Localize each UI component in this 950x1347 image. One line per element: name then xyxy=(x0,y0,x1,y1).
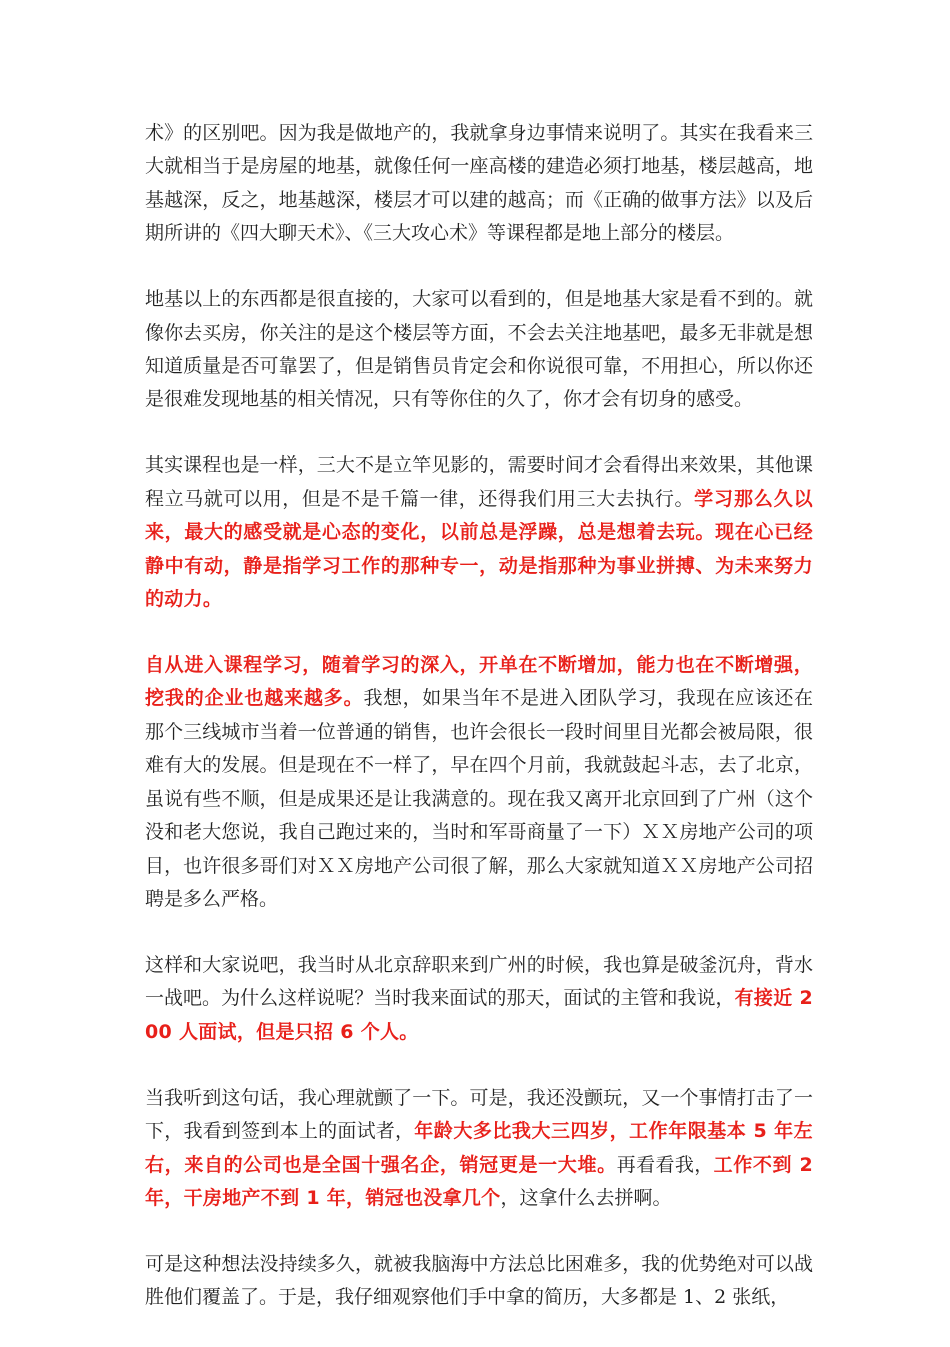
paragraph-text: 其实课程也是一样，三大不是立竿见影的，需要时间才会看得出来效果，其他课程立马就可以用，但是不是千篇一律，还得我们用三大去执行。 xyxy=(145,454,813,510)
highlighted-text: 年龄大多比我大三四岁，工作年限基本 5 年左右，来自的公司也是全国十强名企，销冠更是一大堆。 xyxy=(145,1120,813,1176)
paragraph-6 xyxy=(145,1082,813,1216)
highlighted-text: 有接近 200 人面试，但是只招 6 个人。 xyxy=(145,987,813,1043)
document-body xyxy=(145,117,813,1347)
paragraph-5 xyxy=(145,949,813,1049)
paragraph-text: 当我听到这句话，我心理就颤了一下。可是，我还没颤玩，又一个事情打击了一下，我看到签到本上的面试者， xyxy=(145,1086,813,1143)
paragraph-text: 我想，如果当年不是进入团队学习，我现在应该还在那个三线城市当着一位普通的销售，也许会很长一段时间里目光都会被局限，很难有大的发展。但是现在不一样了，早在四个月前，我就鼓起斗志，去了北京，虽说有些不顺，但是成果还是让我满意的。现在我又离开北京回到了广州（这个没和老大您说，我自己跑过来的，当时和军哥商量了一下）ＸＸ房地产公司的项目，也许很多哥们对ＸＸ房地产公司很了解，那么大家就知道ＸＸ房地产公司招聘是多么严格。 xyxy=(145,687,813,910)
paragraph-text: 这样和大家说吧，我当时从北京辞职来到广州的时候，我也算是破釜沉舟，背水一战吧。为什么这样说呢？当时我来面试的那天，面试的主管和我说， xyxy=(145,953,813,1010)
highlighted-text: 学习那么久以来，最大的感受就是心态的变化，以前总是浮躁，总是想着去玩。现在心已经静中有动，静是指学习工作的那种专一，动是指那种为事业拼搏、为未来努力的动力。 xyxy=(145,487,813,611)
paragraph-text: 再看看我， xyxy=(616,1153,714,1176)
paragraph-4 xyxy=(145,649,813,916)
paragraph-text: ，这拿什么去拼啊。 xyxy=(500,1186,672,1209)
highlighted-text: 自从进入课程学习，随着学习的深入，开单在不断增加，能力也在不断增强，挖我的企业也越来越多。 xyxy=(145,654,813,710)
paragraph-7 xyxy=(145,1248,813,1315)
paragraph-3 xyxy=(145,449,813,616)
paragraph-2 xyxy=(145,283,813,417)
paragraph-text: 术》的区别吧。因为我是做地产的，我就拿身边事情来说明了。其实在我看来三大就相当于是房屋的地基，就像任何一座高楼的建造必须打地基，楼层越高，地基越深，反之，地基越深，楼层才可以建的越高；而《正确的做事方法》以及后期所讲的《四大聊天术》、《三大攻心术》等课程都是地上部分的楼层。 xyxy=(145,122,813,245)
paragraph-1 xyxy=(145,117,813,251)
paragraph-text: 地基以上的东西都是很直接的，大家可以看到的，但是地基大家是看不到的。就像你去买房，你关注的是这个楼层等方面，不会去关注地基吧，最多无非就是想知道质量是否可靠罢了，但是销售员肯定会和你说很可靠，不用担心，所以你还是很难发现地基的相关情况，只有等你住的久了，你才会有切身的感受。 xyxy=(145,288,813,411)
paragraph-text: 可是这种想法没持续多久，就被我脑海中方法总比困难多，我的优势绝对可以战胜他们覆盖了。于是，我仔细观察他们手中拿的简历，大多都是 1、2 张纸， xyxy=(145,1252,813,1309)
highlighted-text: 工作不到 2 年，干房地产不到 1 年，销冠也没拿几个 xyxy=(145,1153,813,1209)
